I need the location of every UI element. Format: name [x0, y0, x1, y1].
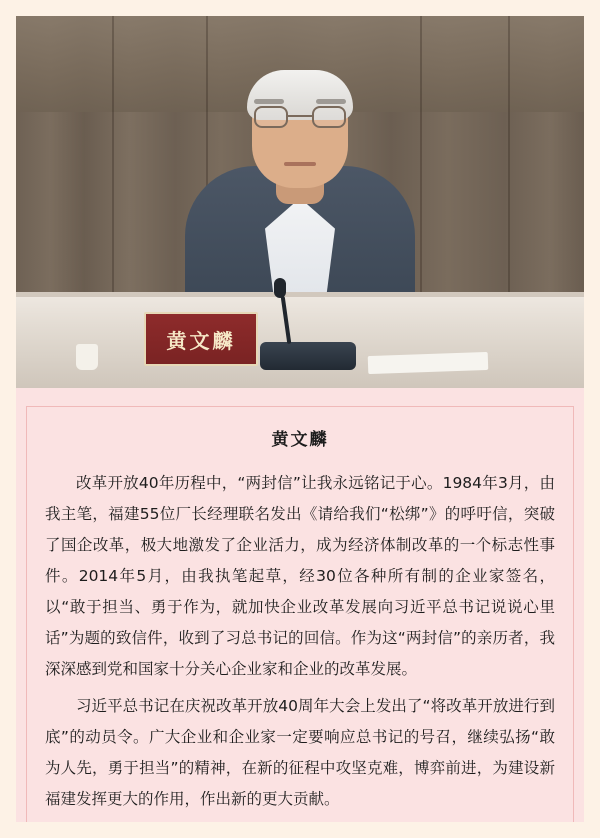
- article-text-panel: [16, 388, 584, 822]
- table-edge: [16, 292, 584, 297]
- speaker-eyebrow-left: [254, 99, 284, 104]
- cup: [76, 344, 98, 370]
- glasses-icon: [254, 106, 346, 128]
- speaker-mouth: [284, 162, 316, 166]
- glasses-bridge: [288, 115, 312, 117]
- speaker-photo: [16, 16, 584, 388]
- nameplate-label: 黄文麟: [166, 328, 236, 353]
- article-paragraph: 改革开放40年历程中，“两封信”让我永远铭记于心。1984年3月，由我主笔，福建55位厂长经理联名发出《请给我们“松绑”》的呼吁信，突破了国企改革，极大地激发了企业活力，成为经济体制改革的一个标志性事件。2014年5月，由我执笔起草，经30位各种所有制的企业家签名，以“敢于担当、勇于作为，就加快企业改革发展向习近平总书记说说心里话”为题的致信件，收到了习总书记的回信。作为这“两封信”的亲历者，我深深感到党和国家十分关心企业家和企业的改革发展。: [45, 474, 555, 678]
- speaker-figure: [185, 106, 415, 316]
- article-text-frame: [26, 406, 574, 822]
- glasses-lens-left: [254, 106, 288, 128]
- conference-table: [16, 292, 584, 388]
- nameplate: [144, 312, 258, 366]
- glasses-lens-right: [312, 106, 346, 128]
- microphone-icon: [260, 342, 356, 370]
- speaker-eyebrow-right: [316, 99, 346, 104]
- microphone-head: [274, 278, 286, 298]
- article-paragraph: 习近平总书记在庆祝改革开放40周年大会上发出了“将改革开放进行到底”的动员令。广大企业和企业家一定要响应总书记的号召，继续弘扬“敢为人先，勇于担当”的精神，在新的征程中攻坚克难，博弈前进，为建设新福建发挥更大的作用，作出新的更大贡献。: [45, 697, 555, 808]
- author-heading: 黄文麟: [271, 430, 329, 450]
- article-card: [16, 16, 584, 822]
